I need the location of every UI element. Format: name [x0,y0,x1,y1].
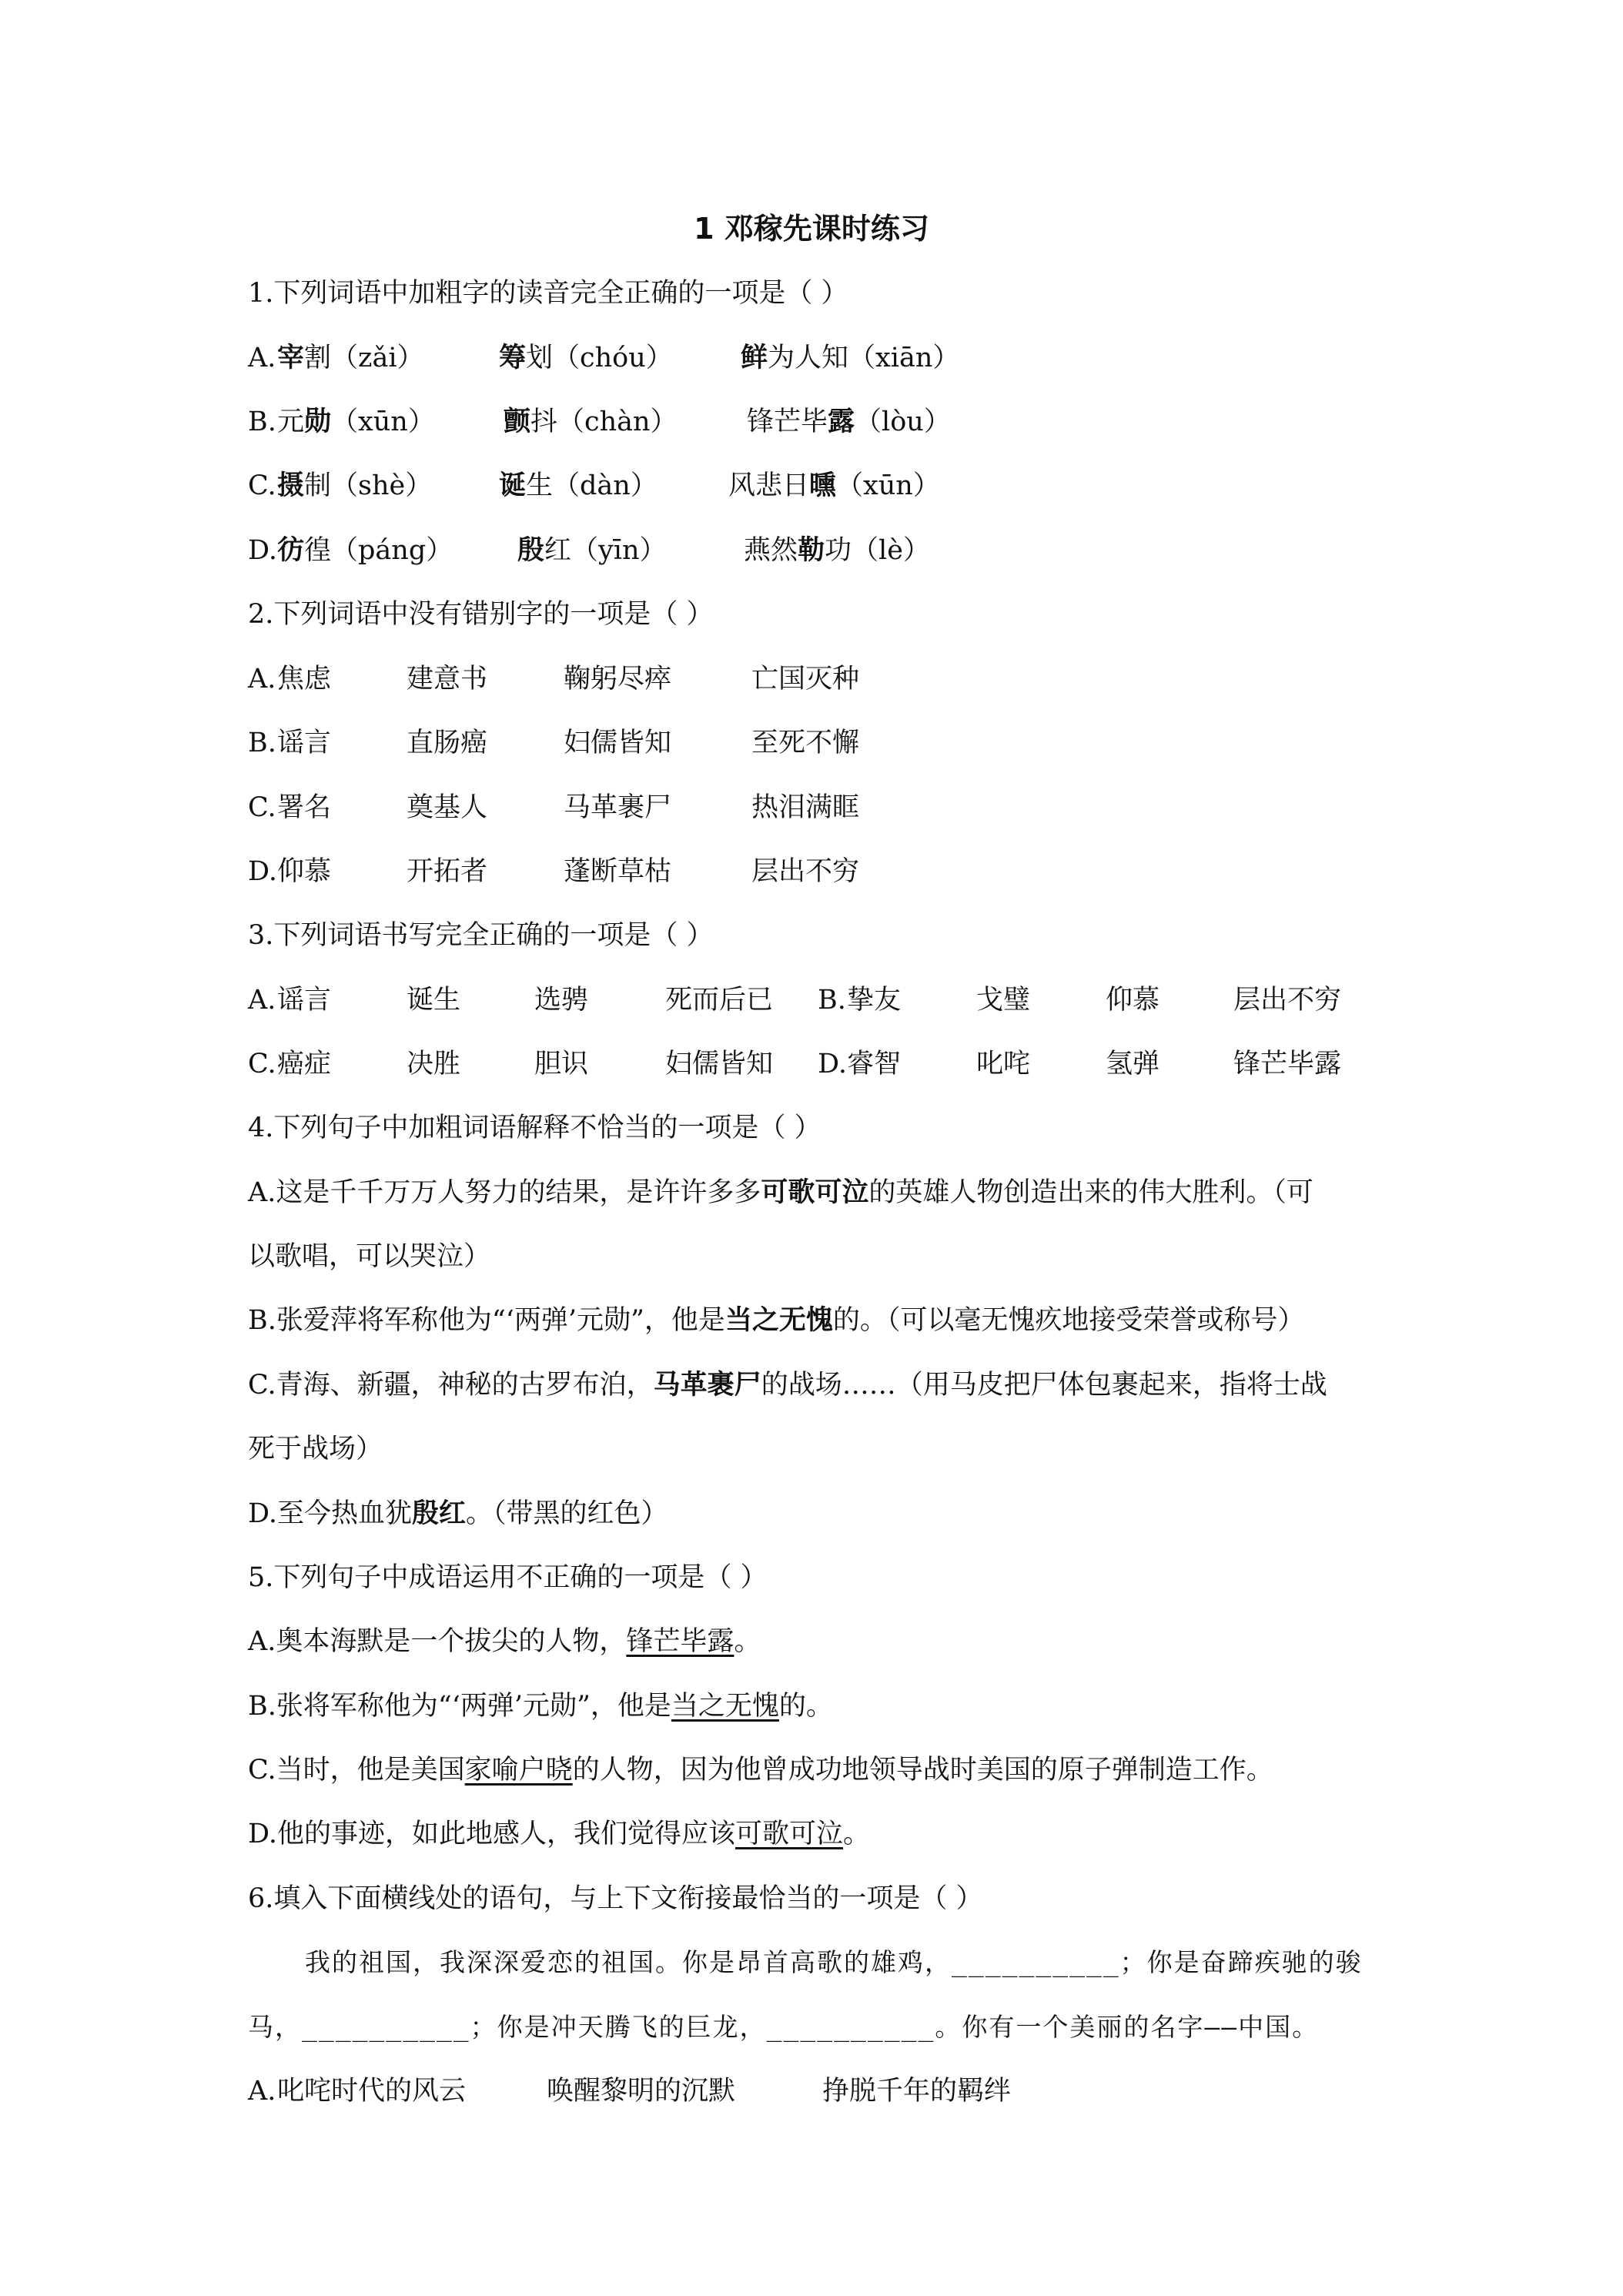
q4-b-post: 的。（可以毫无愧疚地接受荣誉或称号） [832,1305,1305,1336]
q1-d-3-bold: 勒 [798,534,825,566]
q2-b-word-4: 至死不懈 [751,728,860,758]
q5-b-pre: B.张将军称他为“‘两弹’元勋”，他是 [248,1691,671,1722]
q1-d-item-1 [277,531,453,570]
q1-d-1-post: 徨（páng） [304,535,453,566]
q4-c-post: 的战场……（用马皮把尸体包裹起来，指将士战 [761,1370,1327,1401]
q2-c-word-2: 奠基人 [407,792,488,823]
q3-c-label: C. [248,1049,276,1079]
q1-c-label: C. [248,470,276,501]
q5-d-post: 。 [842,1819,870,1849]
q3-b-word-1: 挚友 [847,985,902,1016]
q2-a-word-1: 焦虑 [277,664,332,694]
q4-b-bold: 当之无愧 [724,1304,833,1336]
q5-option-d [248,1815,870,1853]
q2-a-word-2: 建意书 [407,664,488,694]
q1-b-3-pre: 锋芒毕 [747,407,828,437]
q1-c-1-bold: 摄 [277,470,305,501]
q1-a-2-post: 划（chóu） [526,343,673,373]
q4-a-pre: A.这是千千万万人努力的结果，是许许多多 [248,1177,761,1208]
q5-stem: 5.下列句子中成语运用不正确的一项是（ ） [248,1562,768,1593]
q3-a-word-4: 死而后已 [665,985,774,1016]
q1-a-1-post: 割（zǎi） [304,343,424,373]
q1-a-item-2 [499,339,673,377]
q5-a-underlined: 锋芒毕露 [626,1626,735,1657]
q2-c-word-1: 署名 [277,792,332,823]
q1-a-2-bold: 筹 [499,342,527,373]
q1-b-label: B. [248,407,276,437]
q1-d-item-3 [744,531,930,570]
q6-a-label: A. [248,2076,276,2107]
q3-c-word-1: 癌症 [277,1049,332,1079]
q1-d-label: D. [248,535,277,566]
q3-d-word-3: 氢弹 [1106,1049,1160,1079]
q5-option-c [248,1751,1273,1789]
q2-b-word-1: 谣言 [277,728,332,758]
q4-d-pre: D.至今热血犹 [248,1498,412,1529]
q1-b-1-bold: 勋 [304,406,332,437]
q5-d-pre: D.他的事迹，如此地感人，我们觉得应该 [248,1819,735,1849]
q1-b-2-bold: 颤 [504,406,531,437]
q3-b-label: B. [818,985,846,1016]
q1-b-3-post: （lòu） [855,407,951,437]
q3-d-word-2: 叱咤 [976,1049,1031,1079]
q5-d-underlined: 可歌可泣 [735,1819,843,1849]
q3-b-word-4: 层出不穷 [1233,985,1342,1016]
q1-c-3-pre: 风悲日 [728,470,810,501]
q5-a-pre: A.奥本海默是一个拔尖的人物， [248,1626,627,1657]
q1-a-3-bold: 鲜 [741,342,768,373]
q3-a-word-2: 诞生 [407,985,461,1016]
q5-c-pre: C.当时，他是美国 [248,1755,465,1786]
q4-option-d [248,1494,668,1533]
q3-a-label: A. [248,985,276,1016]
q1-a-item-1 [277,339,424,377]
q1-c-3-post: （xūn） [836,470,940,501]
q4-a-bold: 可歌可泣 [761,1176,869,1208]
q1-c-1-post: 制（shè） [304,470,433,501]
q1-c-item-3 [728,467,940,505]
q1-d-item-2 [517,531,667,570]
q1-d-3-post: 功（lè） [825,535,930,566]
q1-stem: 1.下列词语中加粗字的读音完全正确的一项是（ ） [248,278,848,309]
q4-stem: 4.下列句子中加粗词语解释不恰当的一项是（ ） [248,1113,822,1143]
q3-a-word-1: 谣言 [277,985,332,1016]
q4-d-bold: 殷红 [411,1498,466,1529]
q4-option-c-line1 [248,1366,1327,1404]
q2-b-word-2: 直肠癌 [407,728,488,758]
q6-a-phrase-1: 叱咤时代的风云 [277,2076,467,2107]
q4-a-post: 的英雄人物创造出来的伟大胜利。（可 [868,1177,1313,1208]
q1-a-label: A. [248,343,276,373]
q3-c-word-3: 胆识 [534,1049,589,1079]
q3-c-word-2: 决胜 [407,1049,461,1079]
q4-option-a-line2: 以歌唱，可以哭泣） [248,1241,491,1272]
q1-b-item-3 [747,403,951,441]
q4-option-c-line2: 死于战场） [248,1434,383,1464]
q1-a-3-post: 为人知（xiān） [768,343,960,373]
q1-d-2-bold: 殷 [517,534,545,566]
q4-c-pre: C.青海、新疆，神秘的古罗布泊， [248,1370,654,1401]
q6-a-phrase-3: 挣脱千年的羁绊 [822,2076,1012,2107]
q1-c-2-post: 生（dàn） [526,470,658,501]
q6-stem: 6.填入下面横线处的语句，与上下文衔接最恰当的一项是（ ） [248,1883,983,1914]
q3-stem: 3.下列词语书写完全正确的一项是（ ） [248,920,714,951]
q5-b-underlined: 当之无愧 [671,1691,779,1722]
q3-a-word-3: 选骋 [534,985,589,1016]
q3-d-word-4: 锋芒毕露 [1233,1049,1342,1079]
q5-option-a [248,1622,761,1661]
q1-b-3-bold: 露 [828,406,855,437]
q5-b-post: 的。 [778,1691,833,1722]
q4-b-pre: B.张爱萍将军称他为“‘两弹’元勋”，他是 [248,1305,725,1336]
q1-b-item-2 [504,403,678,441]
q1-a-1-bold: 宰 [277,342,305,373]
q4-d-post: 。（带黑的红色） [465,1498,668,1529]
q4-option-a-line1 [248,1173,1313,1212]
q1-a-item-3 [741,339,959,377]
q3-d-label: D. [818,1049,847,1079]
q1-b-1-pre: 元 [277,407,305,437]
q1-c-item-1 [277,467,432,505]
q4-c-bold: 马革裹尸 [653,1369,761,1401]
q1-c-2-bold: 诞 [499,470,527,501]
q2-b-label: B. [248,728,276,758]
q1-d-3-pre: 燕然 [744,535,798,566]
q1-b-2-post: 抖（chàn） [530,407,678,437]
q5-option-b [248,1687,833,1725]
q3-b-word-3: 仰慕 [1106,985,1160,1016]
q1-b-item-1 [277,403,435,441]
q2-a-word-4: 亡国灭种 [751,664,860,694]
q3-c-word-4: 妇儒皆知 [665,1049,774,1079]
q2-c-label: C. [248,792,276,823]
q1-d-1-bold: 彷 [277,534,305,566]
q2-c-word-3: 马革裹尸 [564,792,672,823]
q2-a-word-3: 鞠躬尽瘁 [564,664,672,694]
q6-passage-line1: 我的祖国，我深深爱恋的祖国。你是昂首高歌的雄鸡，__________；你是奋蹄疾驰的骏 [305,1947,1363,1977]
q4-option-b [248,1301,1304,1340]
q1-d-2-post: 红（yīn） [544,535,667,566]
q5-c-underlined: 家喻户晓 [464,1755,573,1786]
q2-b-word-3: 妇儒皆知 [564,728,672,758]
q2-d-label: D. [248,856,277,887]
q6-a-phrase-2: 唤醒黎明的沉默 [547,2076,736,2107]
q2-d-word-4: 层出不穷 [751,856,860,887]
q1-c-item-2 [499,467,658,505]
q3-b-word-2: 戈璧 [976,985,1031,1016]
q3-d-word-1: 睿智 [847,1049,902,1079]
q2-a-label: A. [248,664,276,694]
q5-a-post: 。 [734,1626,761,1657]
q2-stem: 2.下列词语中没有错别字的一项是（ ） [248,599,714,630]
q1-c-3-bold: 曛 [809,470,837,501]
q2-d-word-3: 蓬断草枯 [564,856,672,887]
q1-b-1-post: （xūn） [331,407,435,437]
page-title: 1 邓稼先课时练习 [694,212,929,246]
q6-passage-line2: 马，__________；你是冲天腾飞的巨龙，__________。你有一个美丽的名字——中国。 [248,2012,1320,2042]
q2-d-word-1: 仰慕 [277,856,332,887]
q2-c-word-4: 热泪满眶 [751,792,860,823]
q5-c-post: 的人物，因为他曾成功地领导战时美国的原子弹制造工作。 [572,1755,1273,1786]
q2-d-word-2: 开拓者 [407,856,488,887]
